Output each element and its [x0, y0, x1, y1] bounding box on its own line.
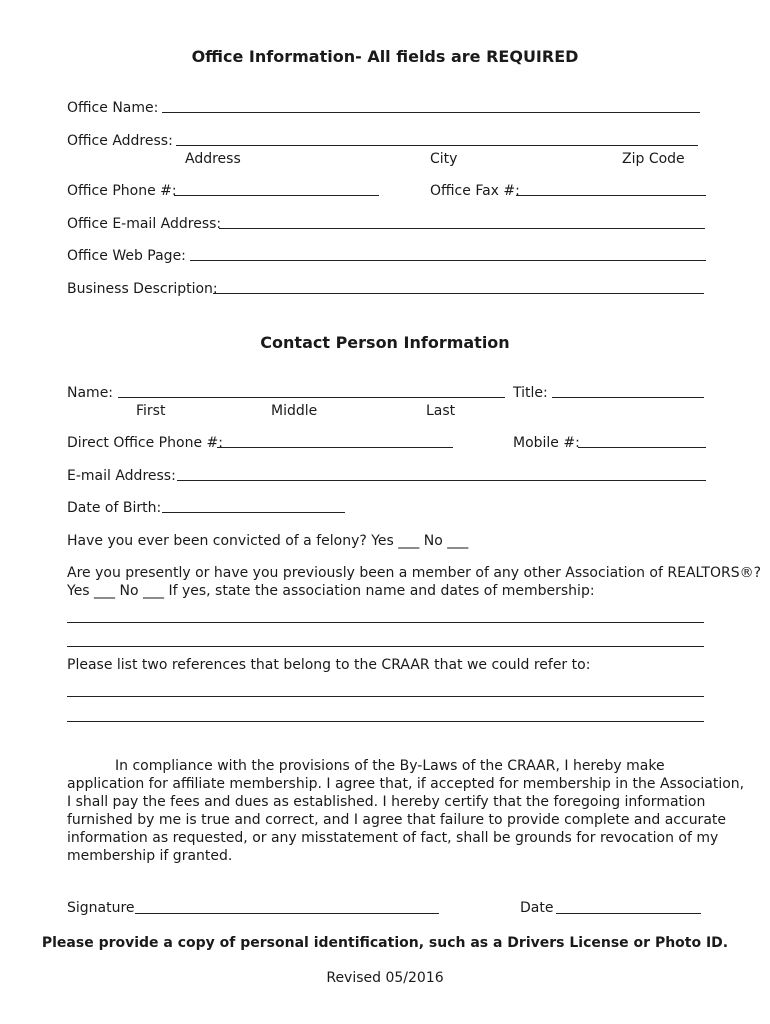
direct-phone-label: Direct Office Phone #: — [67, 435, 223, 451]
compliance-line: furnished by me is true and correct, and I agree that failure to provide complete and accurate — [67, 812, 726, 828]
business-description-field[interactable] — [213, 293, 704, 294]
direct-phone-field[interactable] — [217, 447, 453, 448]
zip-code-sublabel: Zip Code — [622, 151, 685, 167]
signature-field[interactable] — [135, 913, 439, 914]
contact-name-field[interactable] — [118, 397, 505, 398]
office-address-field[interactable] — [176, 145, 698, 146]
references-label: Please list two references that belong to the CRAAR that we could refer to: — [67, 657, 591, 673]
office-section-title: Office Information- All fields are REQUIRED — [191, 47, 579, 66]
reference-line[interactable] — [67, 721, 704, 722]
dob-label: Date of Birth: — [67, 500, 162, 516]
office-fax-label: Office Fax #: — [430, 183, 520, 199]
office-web-field[interactable] — [190, 260, 706, 261]
office-phone-label: Office Phone #: — [67, 183, 177, 199]
compliance-line: In compliance with the provisions of the By-Laws of the CRAAR, I hereby make — [115, 758, 665, 774]
office-email-label: Office E-mail Address: — [67, 216, 222, 232]
compliance-paragraph — [67, 757, 745, 865]
office-email-field[interactable] — [219, 228, 705, 229]
compliance-line: membership if granted. — [67, 848, 233, 864]
date-label: Date — [520, 900, 554, 916]
dob-field[interactable] — [162, 512, 345, 513]
revision-date: Revised 05/2016 — [326, 970, 444, 986]
id-note: Please provide a copy of personal identification, such as a Drivers License or Photo ID. — [41, 935, 729, 951]
office-name-label: Office Name: — [67, 100, 159, 116]
address-sublabel: Address — [185, 151, 241, 167]
mobile-field[interactable] — [578, 447, 706, 448]
membership-followup: Yes ___ No ___ If yes, state the association name and dates of membership: — [67, 583, 595, 599]
mobile-label: Mobile #: — [513, 435, 580, 451]
first-sublabel: First — [136, 403, 166, 419]
membership-question: Are you presently or have you previously been a member of any other Association of REALTORS®? — [67, 565, 762, 581]
office-fax-field[interactable] — [516, 195, 706, 196]
office-address-label: Office Address: — [67, 133, 173, 149]
contact-email-label: E-mail Address: — [67, 468, 176, 484]
business-description-label: Business Description: — [67, 281, 218, 297]
contact-section-title: Contact Person Information — [260, 333, 510, 352]
last-sublabel: Last — [426, 403, 456, 419]
felony-question: Have you ever been convicted of a felony? Yes ___ No ___ — [67, 533, 469, 549]
office-phone-field[interactable] — [174, 195, 379, 196]
contact-email-field[interactable] — [177, 480, 706, 481]
date-field[interactable] — [556, 913, 701, 914]
city-sublabel: City — [430, 151, 458, 167]
contact-title-label: Title: — [513, 385, 548, 401]
middle-sublabel: Middle — [271, 403, 318, 419]
membership-answer-line[interactable] — [67, 646, 704, 647]
contact-title-field[interactable] — [552, 397, 704, 398]
signature-label: Signature — [67, 900, 135, 916]
contact-name-label: Name: — [67, 385, 114, 401]
reference-line[interactable] — [67, 696, 704, 697]
compliance-line: information as requested, or any misstatement of fact, shall be grounds for revocation of my — [67, 830, 719, 846]
compliance-line: I shall pay the fees and dues as established. I hereby certify that the foregoing information — [67, 794, 706, 810]
office-name-field[interactable] — [162, 112, 700, 113]
membership-answer-line[interactable] — [67, 622, 704, 623]
compliance-line: application for affiliate membership. I agree that, if accepted for membership in the Association, — [67, 776, 745, 792]
office-web-label: Office Web Page: — [67, 248, 186, 264]
